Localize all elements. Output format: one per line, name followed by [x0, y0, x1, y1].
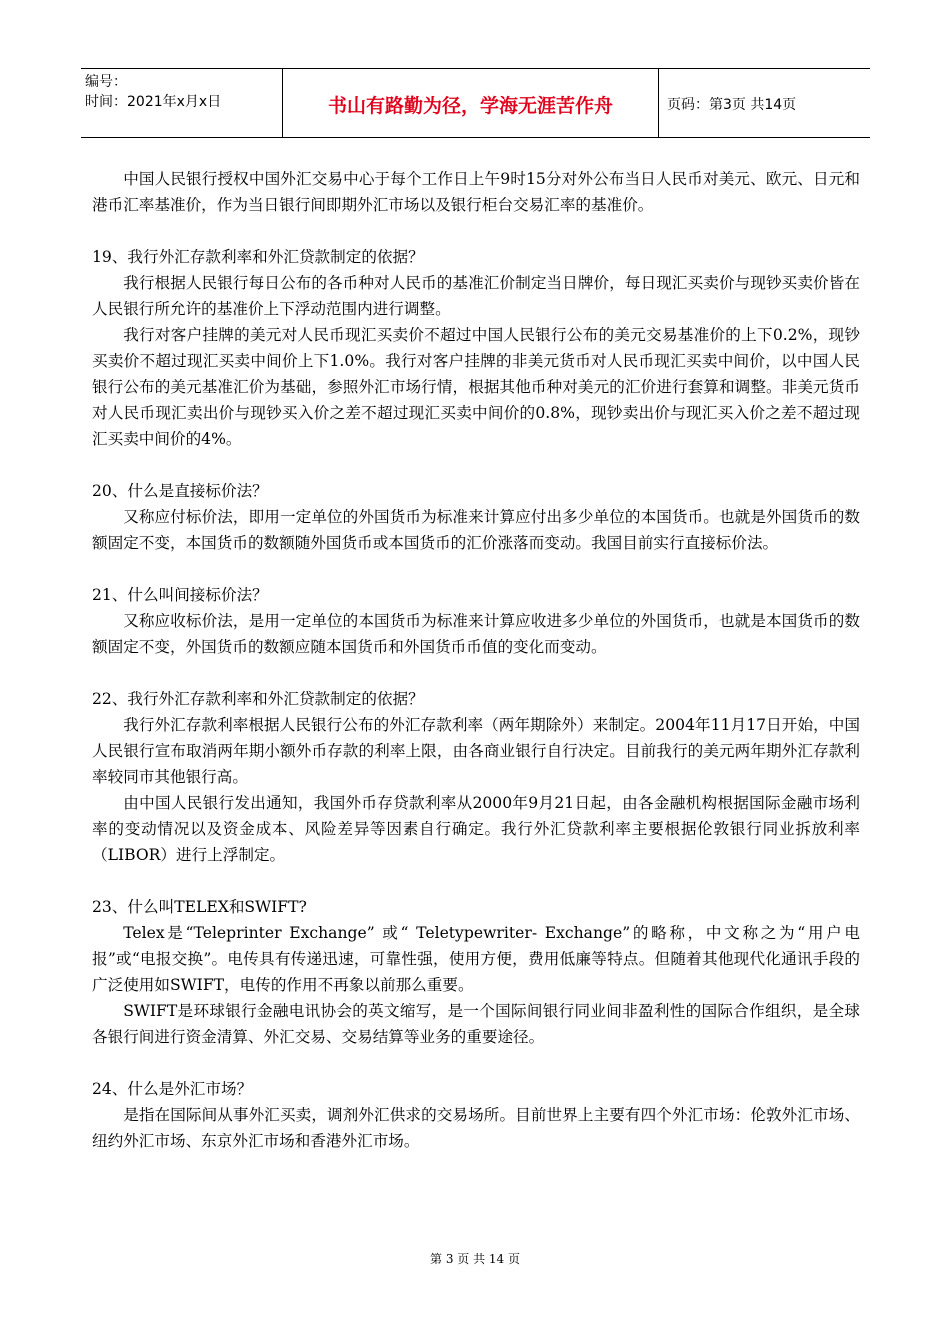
question-23-paragraph-1: Telex是“Teleprinter Exchange” 或“ Teletypewriter- Exchange”的略称，中文称之为“用户电报”或“电报交换”。电传具有传递迅速，可靠性强，使用方便，费用低廉等特点。但随着其他现代化通讯手段的广泛使用如SWIFT，电传的作用不再象以前那么重要。 — [92, 924, 860, 994]
question-19-title: 19、我行外汇存款利率和外汇贷款制定的依据？ — [92, 248, 424, 266]
question-23-paragraph-2: SWIFT是环球银行金融电讯协会的英文缩写，是一个国际间银行同业间非盈利性的国际合作组织，是全球各银行间进行资金清算、外汇交易、交易结算等业务的重要途径。 — [92, 1002, 860, 1046]
page-footer: 第 3 页 共 14 页 — [430, 1252, 520, 1266]
header-meta — [81, 69, 283, 137]
page-header — [81, 68, 870, 138]
header-motto: 书山有路勤为径，学海无涯苦作舟 — [283, 69, 659, 137]
question-21-paragraph-1: 又称应收标价法，是用一定单位的本国货币为标准来计算应收进多少单位的外国货币，也就是本国货币的数额固定不变，外国货币的数额应随本国货币和外国货币币值的变化而变动。 — [92, 612, 860, 656]
question-21-title: 21、什么叫间接标价法？ — [92, 586, 268, 604]
question-20-title: 20、什么是直接标价法？ — [92, 482, 268, 500]
question-24-title: 24、什么是外汇市场？ — [92, 1080, 253, 1098]
question-22-paragraph-1: 我行外汇存款利率根据人民银行公布的外汇存款利率（两年期除外）来制定。2004年11月17日开始，中国人民银行宣布取消两年期小额外币存款的利率上限，由各商业银行自行决定。目前我行的美元两年期外汇存款利率较同市其他银行高。 — [92, 716, 860, 786]
question-19-paragraph-1: 我行根据人民银行每日公布的各币种对人民币的基准汇价制定当日牌价，每日现汇买卖价与现钞买卖价皆在人民银行所允许的基准价上下浮动范围内进行调整。 — [92, 274, 860, 318]
question-22-paragraph-2: 由中国人民银行发出通知，我国外币存贷款利率从2000年9月21日起，由各金融机构根据国际金融市场利率的变动情况以及资金成本、风险差异等因素自行确定。我行外汇贷款利率主要根据伦敦银行同业拆放利率（LIBOR）进行上浮制定。 — [92, 794, 860, 864]
intro-paragraph: 中国人民银行授权中国外汇交易中心于每个工作日上午9时15分对外公布当日人民币对美元、欧元、日元和港币汇率基准价，作为当日银行间即期外汇市场以及银行柜台交易汇率的基准价。 — [92, 170, 860, 214]
question-23-title: 23、什么叫TELEX和SWIFT? — [92, 898, 307, 916]
serial-number-label: 编号： — [85, 74, 127, 90]
date-label: 时间：2021年x月x日 — [85, 94, 222, 110]
question-19-paragraph-2: 我行对客户挂牌的美元对人民币现汇买卖价不超过中国人民银行公布的美元交易基准价的上下0.2%，现钞买卖价不超过现汇买卖中间价上下1.0%。我行对客户挂牌的非美元货币对人民币现汇买卖中间价，以中国人民银行公布的美元基准汇价为基础，参照外汇市场行情，根据其他币种对美元的汇价进行套算和调整。非美元货币对人民币现汇卖出价与现钞买入价之差不超过现汇买卖中间价的0.8%，现钞卖出价与现汇买入价之差不超过现汇买卖中间价的4%。 — [92, 326, 860, 448]
question-20-paragraph-1: 又称应付标价法，即用一定单位的外国货币为标准来计算应付出多少单位的本国货币。也就是外国货币的数额固定不变，本国货币的数额随外国货币或本国货币的汇价涨落而变动。我国目前实行直接标价法。 — [92, 508, 860, 552]
header-page-info: 页码：第3页 共14页 — [667, 97, 797, 113]
document-body — [92, 166, 860, 1154]
question-22-title: 22、我行外汇存款利率和外汇贷款制定的依据？ — [92, 690, 424, 708]
question-24-paragraph-1: 是指在国际间从事外汇买卖，调剂外汇供求的交易场所。目前世界上主要有四个外汇市场：伦敦外汇市场、纽约外汇市场、东京外汇市场和香港外汇市场。 — [92, 1106, 860, 1150]
